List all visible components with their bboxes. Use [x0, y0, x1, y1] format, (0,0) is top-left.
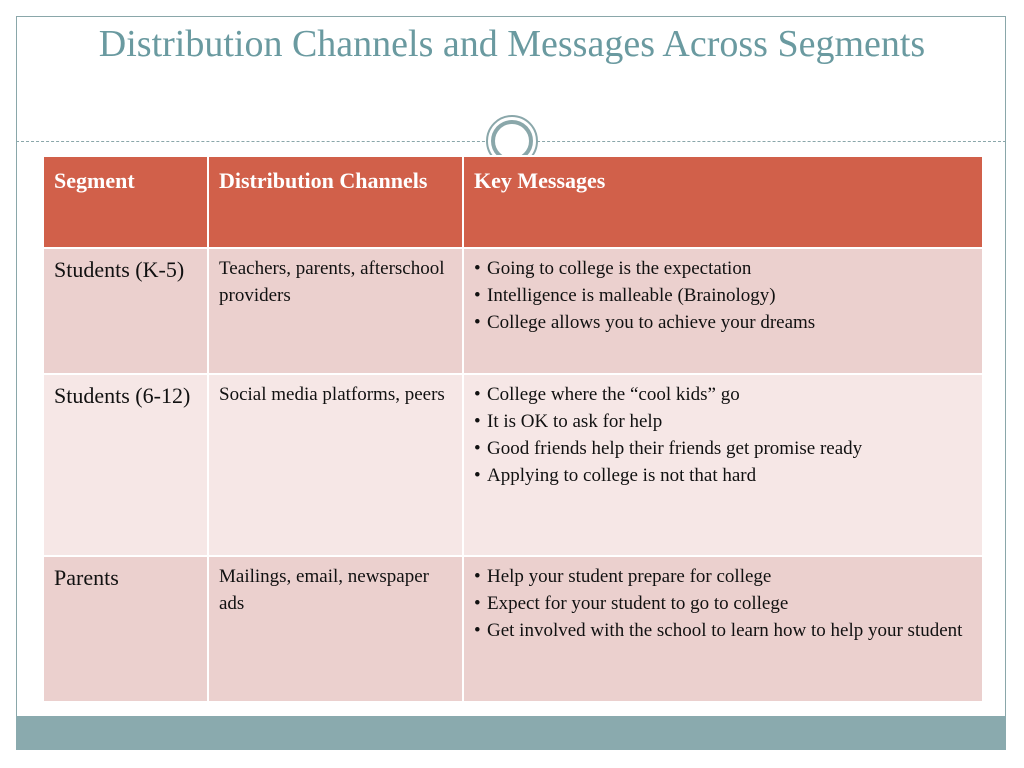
message-item: • Get involved with the school to learn how to help your student [474, 620, 963, 641]
header-key-messages: Key Messages [463, 156, 983, 248]
message-item: • College allows you to achieve your dreams [474, 312, 816, 333]
message-item: • It is OK to ask for help [474, 411, 663, 432]
message-item: • Good friends help their friends get promise ready [474, 438, 863, 459]
segment-cell: Students (K-5) [43, 248, 208, 374]
messages-cell [463, 556, 983, 702]
channels-cell: Social media platforms, peers [208, 374, 463, 556]
message-item: • College where the “cool kids” go [474, 384, 740, 405]
table-row [43, 374, 983, 556]
message-item: • Applying to college is not that hard [474, 465, 757, 486]
message-item: • Expect for your student to go to college [474, 593, 789, 614]
footer-band [16, 716, 1006, 750]
messages-cell [463, 248, 983, 374]
message-item: • Going to college is the expectation [474, 258, 752, 279]
header-segment: Segment [43, 156, 208, 248]
segments-table [42, 155, 984, 703]
message-item: • Intelligence is malleable (Brainology) [474, 285, 776, 306]
segment-cell: Students (6-12) [43, 374, 208, 556]
message-list [474, 255, 972, 336]
segment-cell: Parents [43, 556, 208, 702]
table-header-row [43, 156, 983, 248]
slide-title: Distribution Channels and Messages Across Segments [98, 23, 926, 65]
message-list [474, 381, 972, 489]
messages-cell [463, 374, 983, 556]
header-distribution-channels: Distribution Channels [208, 156, 463, 248]
message-item: • Help your student prepare for college [474, 566, 772, 587]
channels-cell: Teachers, parents, afterschool providers [208, 248, 463, 374]
table-row [43, 556, 983, 702]
channels-cell: Mailings, email, newspaper ads [208, 556, 463, 702]
table-row [43, 248, 983, 374]
message-list [474, 563, 972, 644]
